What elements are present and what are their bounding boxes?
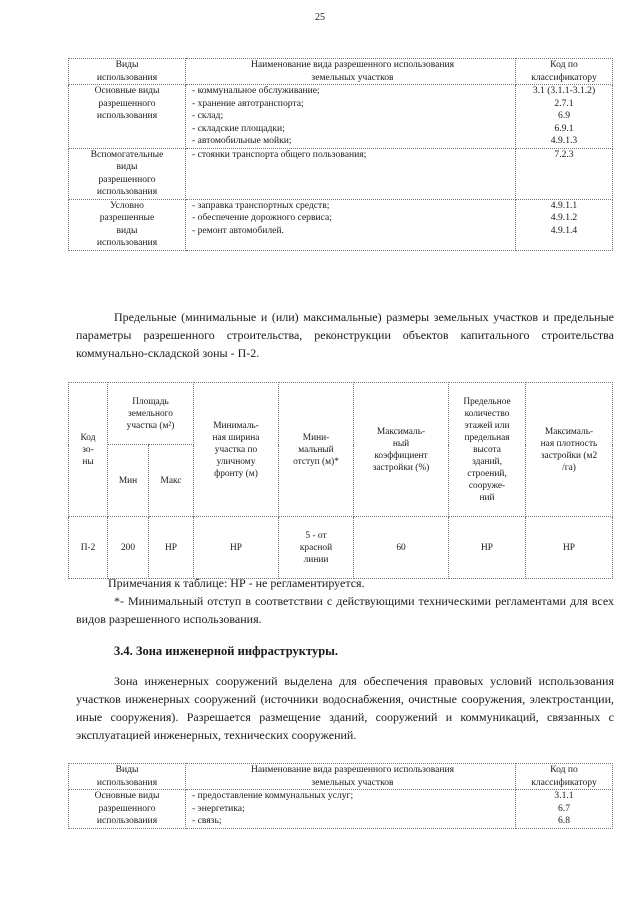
table-row (69, 517, 613, 579)
col-header-names: Наименование вида разрешенного использования земельных участков (186, 764, 516, 790)
col-header-min-setback: Мини- мальный отступ (м)* (279, 383, 354, 517)
max-density-cell: НР (526, 517, 613, 579)
section-heading: 3.4. Зона инженерной инфраструктуры. (114, 644, 339, 658)
min-area-cell: 200 (108, 517, 149, 579)
use-names-cell: - заправка транспортных средств; - обеспечение дорожного сервиса; - ремонт автомобилей. (186, 199, 516, 250)
col-header-area: Площадь земельного участка (м²) (108, 383, 194, 445)
col-header-zone-code: Код зо- ны (69, 383, 108, 517)
col-header-types: Виды использования (69, 59, 186, 85)
min-width-cell: НР (194, 517, 279, 579)
page-number: 25 (315, 12, 325, 23)
use-names-cell: - стоянки транспорта общего пользования; (186, 148, 516, 199)
max-coef-cell: 60 (354, 517, 449, 579)
col-header-max-density: Максималь- ная плотность застройки (м2 /га) (526, 383, 613, 517)
use-codes-cell: 3.1 (3.1.1-3.1.2) 2.7.1 6.9 6.9.1 4.9.1.3 (516, 85, 613, 149)
col-header-min-width: Минималь- ная ширина участка по уличному фронту (м) (194, 383, 279, 517)
permitted-uses-table-p2 (68, 58, 613, 251)
max-floors-cell: НР (449, 517, 526, 579)
col-header-min: Мин (108, 445, 149, 517)
col-header-max-coef: Максималь- ный коэффициент застройки (%) (354, 383, 449, 517)
col-header-max-floors: Предельное количество этажей или предельная высота зданий, строений, сооруже- ний (449, 383, 526, 517)
limits-paragraph: Предельные (минимальные и (или) максимальные) размеры земельных участков и предельные параметры разрешенного строительства, реконструкции объектов капитального строительства коммунально-складской зоны - П-2. (76, 310, 614, 360)
parameters-table-p2 (68, 382, 613, 579)
zone-code-cell: П-2 (69, 517, 108, 579)
table-note: Примечания к таблице: НР - не регламентируется. (108, 576, 365, 590)
min-setback-cell: 5 - от красной линии (279, 517, 354, 579)
use-codes-cell: 7.2.3 (516, 148, 613, 199)
use-codes-cell: 3.1.1 6.7 6.8 (516, 790, 613, 829)
col-header-max: Макс (149, 445, 194, 517)
table-row (69, 199, 613, 250)
max-area-cell: НР (149, 517, 194, 579)
use-type-cell: Основные виды разрешенного использования (69, 85, 186, 149)
use-type-cell: Основные виды разрешенного использования (69, 790, 186, 829)
setback-footnote: *- Минимальный отступ в соответствии с действующими техническими регламентами для всех видов разрешенного использования. (76, 594, 614, 626)
use-names-cell: - предоставление коммунальных услуг; - энергетика; - связь; (186, 790, 516, 829)
table-row (69, 790, 613, 829)
use-type-cell: Условно разрешенные виды использования (69, 199, 186, 250)
use-codes-cell: 4.9.1.1 4.9.1.2 4.9.1.4 (516, 199, 613, 250)
table-row (69, 148, 613, 199)
col-header-names: Наименование вида разрешенного использования земельных участков (186, 59, 516, 85)
col-header-types: Виды использования (69, 764, 186, 790)
col-header-code: Код по классификатору (516, 764, 613, 790)
zone-description-paragraph: Зона инженерных сооружений выделена для обеспечения правовых условий использования участков инженерных сооружений (источники водоснабжения, очистные сооружения, электростанции, иные сооружения). Разрешается размещение зданий, сооружений и коммуникаций, связанных с эксплуатацией инженерных, технических сооружений. (76, 674, 614, 742)
use-type-cell: Вспомогательные виды разрешенного использования (69, 148, 186, 199)
permitted-uses-table-infra (68, 763, 613, 829)
col-header-code: Код по классификатору (516, 59, 613, 85)
use-names-cell: - коммунальное обслуживание; - хранение автотранспорта; - склад; - складские площадки; - автомобильные мойки; (186, 85, 516, 149)
table-row (69, 85, 613, 149)
